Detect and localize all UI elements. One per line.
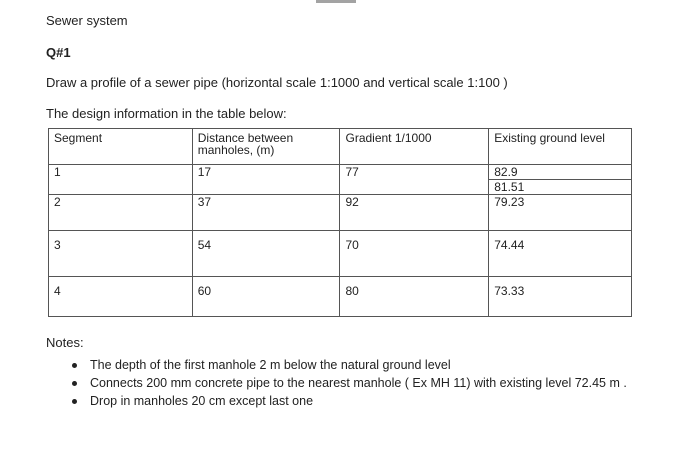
cell-ground-level: 74.44 — [489, 231, 632, 277]
cell-distance: 60 — [192, 277, 340, 317]
header-ground-level: Existing ground level — [489, 129, 632, 165]
notes-list — [68, 358, 628, 412]
cell-ground-level — [489, 165, 632, 195]
question-instruction: Draw a profile of a sewer pipe (horizontal scale 1:1000 and vertical scale 1:100 ) — [46, 75, 508, 90]
cell-segment: 1 — [49, 165, 193, 195]
table-row — [49, 231, 632, 277]
note-text: Connects 200 mm concrete pipe to the nearest manhole ( Ex MH 11) with existing level 72.45 m . — [90, 376, 627, 390]
cropped-text-fragment — [316, 0, 356, 3]
notes-heading: Notes: — [46, 335, 84, 350]
document-title: Sewer system — [46, 13, 128, 28]
cell-gradient: 70 — [340, 231, 489, 277]
table-row — [49, 165, 632, 195]
table-row — [49, 277, 632, 317]
cell-distance: 17 — [192, 165, 340, 195]
note-text: The depth of the first manhole 2 m below the natural ground level — [90, 358, 451, 372]
header-gradient: Gradient 1/1000 — [340, 129, 489, 165]
cell-gradient: 77 — [340, 165, 489, 195]
header-segment: Segment — [49, 129, 193, 165]
bullet-icon — [72, 363, 77, 368]
table-intro: The design information in the table below: — [46, 106, 287, 121]
cell-segment: 4 — [49, 277, 193, 317]
design-table — [48, 128, 632, 317]
list-item — [68, 394, 628, 408]
cell-gradient: 80 — [340, 277, 489, 317]
cell-ground-level: 73.33 — [489, 277, 632, 317]
cell-distance: 54 — [192, 231, 340, 277]
cell-distance: 37 — [192, 195, 340, 231]
list-item — [68, 376, 628, 390]
header-distance: Distance between manholes, (m) — [192, 129, 340, 165]
question-number: Q#1 — [46, 45, 71, 60]
cell-gradient: 92 — [340, 195, 489, 231]
bullet-icon — [72, 381, 77, 386]
cell-segment: 3 — [49, 231, 193, 277]
cell-ground-level: 79.23 — [489, 195, 632, 231]
note-text: Drop in manholes 20 cm except last one — [90, 394, 314, 408]
bullet-icon — [72, 399, 77, 404]
table-header-row — [49, 129, 632, 165]
table-row — [49, 195, 632, 231]
ground-level-value: 82.9 — [489, 165, 631, 180]
list-item — [68, 358, 628, 372]
ground-level-value: 81.51 — [494, 180, 525, 194]
cell-segment: 2 — [49, 195, 193, 231]
